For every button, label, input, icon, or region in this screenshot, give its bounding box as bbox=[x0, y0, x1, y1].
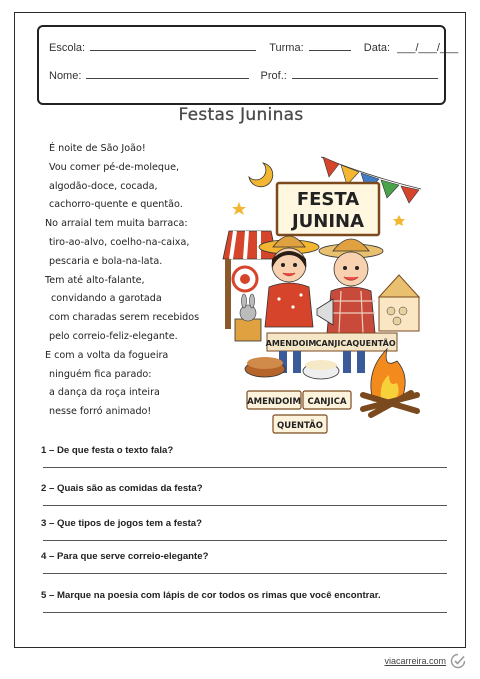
megaphone-icon bbox=[317, 299, 333, 325]
food-label-quentao-text: QUENTÃO bbox=[277, 421, 323, 431]
answer-line-2[interactable] bbox=[43, 505, 447, 506]
question-1: 1 – De que festa o texto fala? bbox=[41, 445, 174, 456]
answer-line-1[interactable] bbox=[43, 467, 447, 468]
checkmark-logo-icon bbox=[450, 653, 466, 669]
poem-line: algodão-doce, cocada, bbox=[49, 180, 158, 192]
name-label: Nome: bbox=[49, 70, 82, 82]
sign-text-junina: JUNINA bbox=[291, 211, 365, 232]
bonfire-icon bbox=[363, 349, 417, 415]
header-row-1 bbox=[49, 41, 458, 54]
festa-junina-illustration bbox=[221, 147, 421, 437]
poem-line: nesse forró animado! bbox=[49, 406, 152, 418]
girl-character bbox=[259, 236, 319, 327]
poem-line: a dança da roça inteira bbox=[49, 387, 160, 399]
poem-line: convidando a garotada bbox=[51, 293, 162, 305]
star-icon bbox=[393, 215, 405, 226]
poem-line: tiro-ao-alvo, coelho-na-caixa, bbox=[49, 236, 190, 248]
site-link[interactable]: viacarreira.com bbox=[384, 656, 446, 666]
question-4: 4 – Para que serve correio-elegante? bbox=[41, 551, 209, 562]
poem-line: Tem até alto-falante, bbox=[45, 274, 145, 286]
page-title: Festas Juninas bbox=[178, 105, 304, 125]
star-icon bbox=[232, 202, 246, 215]
date-label: Data: bbox=[363, 42, 391, 54]
answer-line-4[interactable] bbox=[43, 573, 447, 574]
food-label-canjica-text: CANJICA bbox=[307, 397, 347, 407]
class-field[interactable] bbox=[309, 41, 351, 51]
answer-line-3[interactable] bbox=[43, 540, 447, 541]
sign-text-festa: FESTA bbox=[296, 189, 360, 210]
footer bbox=[384, 653, 466, 669]
question-2: 2 – Quais são as comidas da festa? bbox=[41, 483, 203, 494]
teacher-field[interactable] bbox=[292, 69, 438, 79]
header-row-2 bbox=[49, 69, 438, 82]
answer-line-5[interactable] bbox=[43, 612, 447, 613]
poem-line: pelo correio-feliz-elegante. bbox=[49, 330, 178, 342]
question-5: 5 – Marque na poesia com lápis de cor todos os rimas que você encontrar. bbox=[41, 590, 381, 601]
student-info-box bbox=[37, 25, 459, 105]
stall-roof bbox=[379, 275, 419, 297]
class-label: Turma: bbox=[269, 42, 304, 54]
flag-icon bbox=[323, 157, 339, 177]
poem-line: cachorro-quente e quentão. bbox=[49, 199, 183, 211]
counter-label-quentao: QUENTÃO bbox=[352, 339, 396, 348]
poem-line: E com a volta da fogueira bbox=[45, 349, 169, 361]
poem-line: É noite de São João! bbox=[49, 143, 146, 154]
poem-line: com charadas serem recebidos bbox=[49, 312, 200, 324]
poem-line: pescaria e bola-na-lata. bbox=[49, 255, 163, 267]
flag-icon bbox=[401, 186, 419, 203]
school-field[interactable] bbox=[90, 41, 256, 51]
counter-label-canjica: CANJICA bbox=[315, 339, 353, 348]
counter-label-amendoim: AMENDOIM bbox=[265, 339, 317, 348]
date-field[interactable]: ___/___/___ bbox=[397, 42, 459, 54]
moon-icon bbox=[249, 163, 273, 187]
question-3: 3 – Que tipos de jogos tem a festa? bbox=[41, 518, 202, 529]
worksheet-frame bbox=[14, 12, 466, 648]
poem-line: Vou comer pé-de-moleque, bbox=[49, 161, 180, 173]
teacher-label: Prof.: bbox=[260, 70, 287, 82]
poem-text bbox=[45, 140, 199, 422]
food-label-amendoim-text: AMENDOIM bbox=[247, 397, 301, 407]
poem-line: No arraial tem muita barraca: bbox=[45, 218, 188, 230]
name-field[interactable] bbox=[86, 69, 249, 79]
school-label: Escola: bbox=[49, 42, 86, 54]
poem-line: ninguém fica parado: bbox=[49, 368, 152, 380]
rabbit-box bbox=[235, 319, 261, 341]
